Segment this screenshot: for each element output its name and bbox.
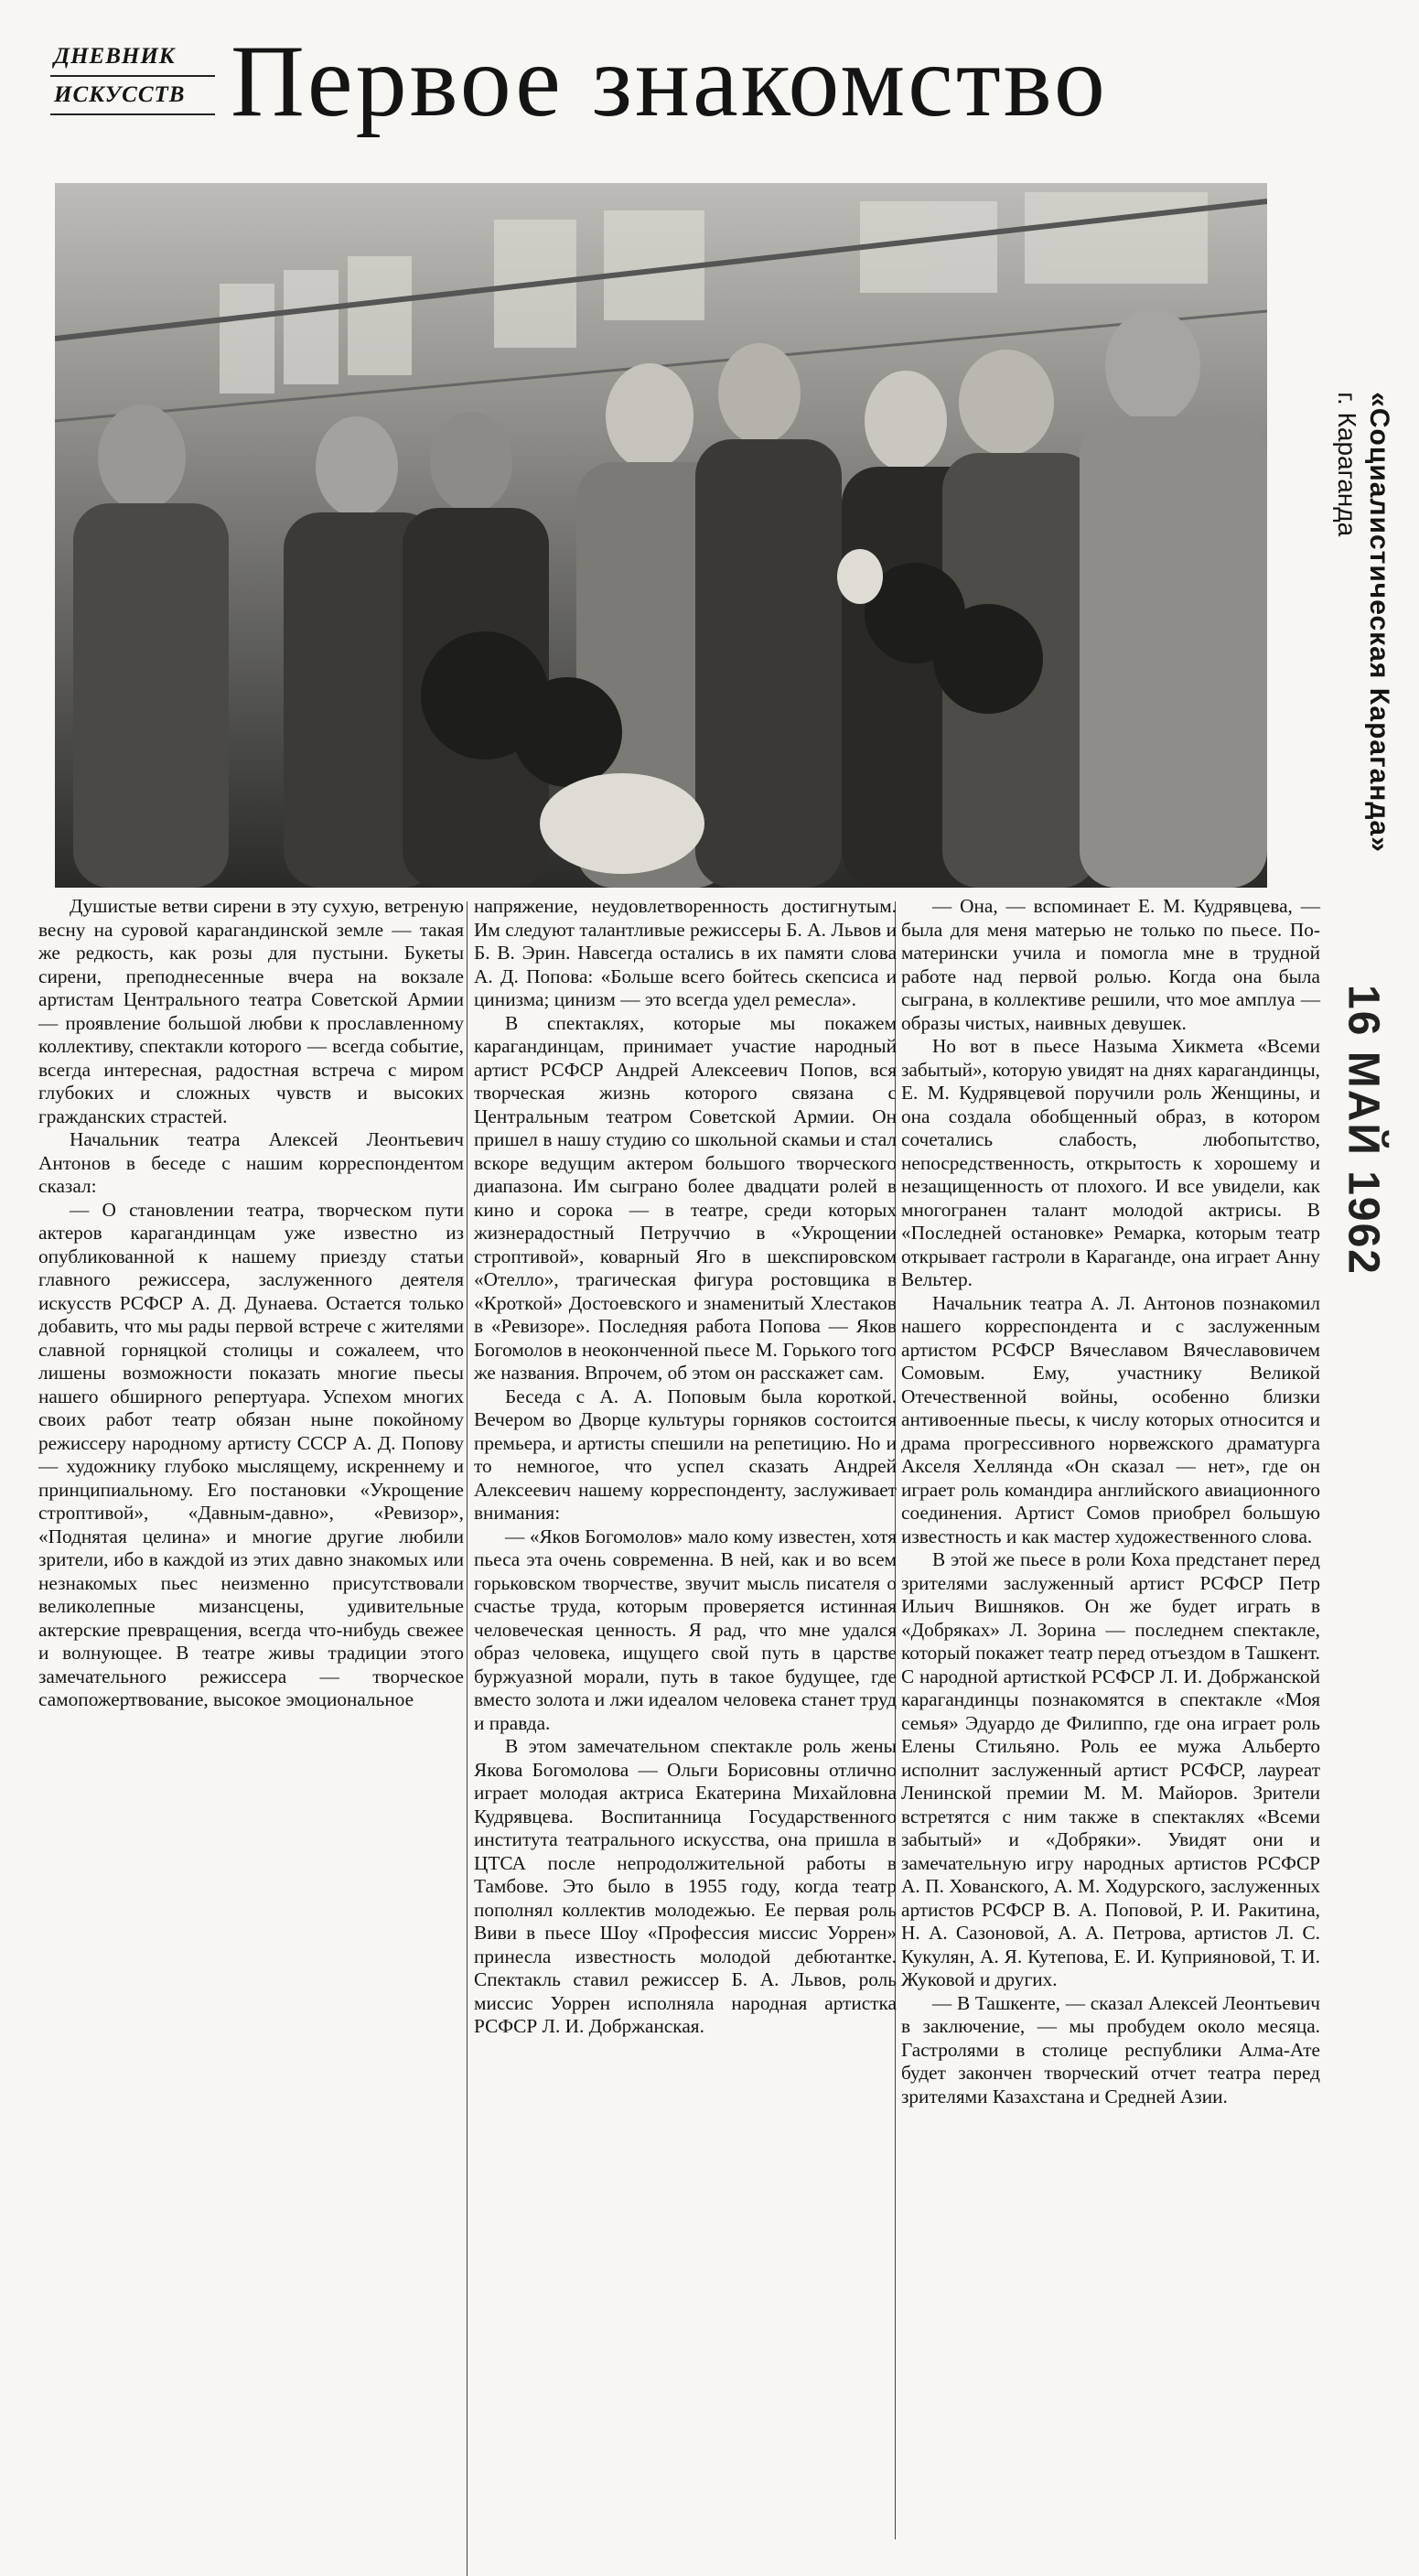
column-rule <box>467 901 468 2576</box>
paragraph: Душистые ветви сирени в эту сухую, ветреную весну на суровой карагандинской земле — такая же редкость, как розы для пустыни. Букеты сирени, преподнесенные вчера на вокзале артистам Центрального театра Советской Армии — проявление большой любви к прославленному коллективу, спектакли которого — всегда событие, всегда интересная, радостная встреча с миром глубоких и сложных чувств и высоких гражданских страстей. <box>38 895 464 1127</box>
paragraph: — В Ташкенте, — сказал Алексей Леонтьевич в заключение, — мы пробудем около месяца. Гастролями в столице республики Алма-Ате будет закончен творческий отчет театра перед зрителями Казахстана и Средней Азии. <box>901 1991 1320 2107</box>
rubric-line-1: ДНЕВНИК <box>50 38 215 77</box>
headline: Первое знакомство <box>231 25 1108 138</box>
date-stamp <box>1322 985 1404 1276</box>
publication-side-label <box>1331 384 1395 860</box>
article-column-3 <box>901 895 1320 2108</box>
article-column-1 <box>38 895 464 1712</box>
paragraph: В этом замечательном спектакле роль жены Якова Богомолова — Ольги Борисовны отлично играет молодая актриса Екатерина Михайловна Кудрявцева. Воспитанница Государственного института театрального искусства, она пришла в ЦТСА после непродолжительной работы в Тамбове. Это было в 1955 году, когда театр пополнял коллектив молодежью. Ее первая роль Виви в пьесе Шоу «Профессия миссис Уоррен» принесла известность молодой дебютантке. Спектакль ставил режиссер Б. А. Львов, роль миссис Уоррен исполняла народная артистка РСФСР Л. И. Добржанская. <box>474 1735 897 2037</box>
article-column-2 <box>474 895 897 2039</box>
paragraph: В этой же пьесе в роли Коха предстанет перед зрителями заслуженный артист РСФСР Петр Ильич Вишняков. Он же будет играть в «Добряках» Л. Зорина — последнем спектакле, который покажет театр перед отъездом в Ташкент. С народной артисткой РСФСР Л. И. Добржанской карагандинцы познакомятся в спектакле «Моя семья» Эдуардо де Филиппо, где она играет роль Елены Стильяно. Роль ее мужа Альберто исполнит заслуженный артист РСФСР, лауреат Ленинской премии М. М. Майоров. Зрители встретятся с ним также в спектаклях «Всеми забытый» и «Добряки». Увидят они и замечательную игру народных артистов РСФСР А. П. Хованского, А. М. Ходурского, заслуженных артистов РСФСР В. А. Поповой, Р. И. Ракитина, Н. А. Сазоновой, А. А. Петрова, артистов Л. С. Кукулян, А. Я. Кутепова, Е. И. Куприяновой, Т. И. Жуковой и других. <box>901 1548 1320 1990</box>
paragraph: Начальник театра А. Л. Антонов познакомил нашего корреспондента и с заслуженным артистом РСФСР Вячеславом Вячеславовичем Сомовым. Ему, участнику Великой Отечественной войны, особенно близки антивоенные пьесы, к числу которых относится и драма прогрессивного норвежского драматурга Акселя Хелляндa «Он сказал — нет», где он играет роль командира английского авиационного соединения. Артист Сомов приобрел большую известность и как мастер художественного слова. <box>901 1291 1320 1547</box>
paragraph: В спектаклях, которые мы покажем карагандинцам, принимает участие народный артист РСФСР Андрей Алексеевич Попов, вся творческая жизнь которого связана с Центральным театром Советской Армии. Он пришел в нашу студию со школьной скамьи и стал вскоре ведущим актером большого творческого диапазона. Им сыграно более двадцати ролей в кино и сорока — в театре, среди которых жизнерадостный Петруччио в «Укрощении строптивой», коварный Яго в шекспировском «Отелло», трагическая фигура ростовщика в «Кроткой» Достоевского и знаменитый Хлестаков в «Ревизоре». Последняя работа Попова — Яков Богомолов в неоконченной пьесе М. Горького того же названия. Впрочем, об этом он расскажет сам. <box>474 1011 897 1384</box>
publication-name: «Социалистическая Караганда» <box>1364 392 1394 853</box>
paragraph: — Она, — вспоминает Е. М. Кудрявцева, — была для меня матерью не только по пьесе. По-матерински учила и помогла мне в трудной работе над первой ролью. Когда она была сыграна, в коллективе решили, что мое амплуа — образы чистых, наивных девушек. <box>901 895 1320 1034</box>
paragraph: напряжение, неудовлетворенность достигнутым. Им следуют талантливые режиссеры Б. А. Львов и Б. В. Эрин. Навсегда остались в их памяти слова А. Д. Попова: «Больше всего бойтесь скепсиса и цинизма; цинизм — это всегда удел ремесла». <box>474 895 897 1010</box>
group-photo <box>55 183 1267 888</box>
paragraph: Но вот в пьесе Назыма Хикмета «Всеми забытый», которую увидят на днях карагандинцы, Е. М. Кудрявцевой поручили роль Женщины, и она создала обобщенный образ, в котором сочетались слабость, любопытство, непосредственность, открытость к хорошему и незащищенность от плохого. И все увидели, как многогранен талант молодой актрисы. В «Последней остановке» Ремарка, которым театр открывает гастроли в Караганде, она играет Анну Вельтер. <box>901 1035 1320 1290</box>
group-photo-icon <box>55 183 1267 888</box>
rubric-line-2: ИСКУССТВ <box>50 77 215 115</box>
paragraph: Беседа с А. А. Поповым была короткой. Вечером во Дворце культуры горняков состоится премьера, и артисты спешили на репетицию. Но и то немногое, что успел сказать Андрей Алексеевич нашему корреспонденту, заслуживает внимания: <box>474 1385 897 1524</box>
publication-city: г. Караганда <box>1333 392 1361 537</box>
paragraph: — «Яков Богомолов» мало кому известен, хотя пьеса эта очень современна. В ней, как и во всем горьковском творчестве, звучит мысль писателя о счастье труда, которым проверяется истинная человеческая ценность. Я рад, что мне удался образ человека, ищущего свой путь в царстве буржуазной морали, путь в такое будущее, где вместо золота и лжи идеалом человека станет труд и правда. <box>474 1525 897 1734</box>
paragraph: — О становлении театра, творческом пути актеров карагандинцам уже известно из опубликованной к нашему приезду статьи главного режиссера, заслуженного деятеля искусств РСФСР А. Д. Дунаева. Остается только добавить, что мы рады первой встрече с жителями славной горняцкой столицы и сожалеем, что лишены возможности показать многие пьесы нашего обширного репертуара. Успехом многих своих работ театр обязан ныне покойному режиссеру народному артисту СССР А. Д. Попову — художнику глубоко мыслящему, искреннему и принципиальному. Его постановки «Укрощение строптивой», «Давным-давно», «Ревизор», «Поднятая целина» и многие другие любили зрители, ибо в каждой из этих давно знакомых или незнакомых пьес неизменно присутствовали великолепные мизансцены, удивительные актерские превращения, всегда что-нибудь свежее и волнующее. В театре живы традиции этого замечательного режиссера — творческое самопожертвование, высокое эмоциональное <box>38 1198 464 1710</box>
paragraph: Начальник театра Алексей Леонтьевич Антонов в беседе с нашим корреспондентом сказал: <box>38 1128 464 1197</box>
rubric-label <box>50 38 215 115</box>
date-stamp-text: 16 МАЙ 1962 <box>1338 985 1388 1276</box>
